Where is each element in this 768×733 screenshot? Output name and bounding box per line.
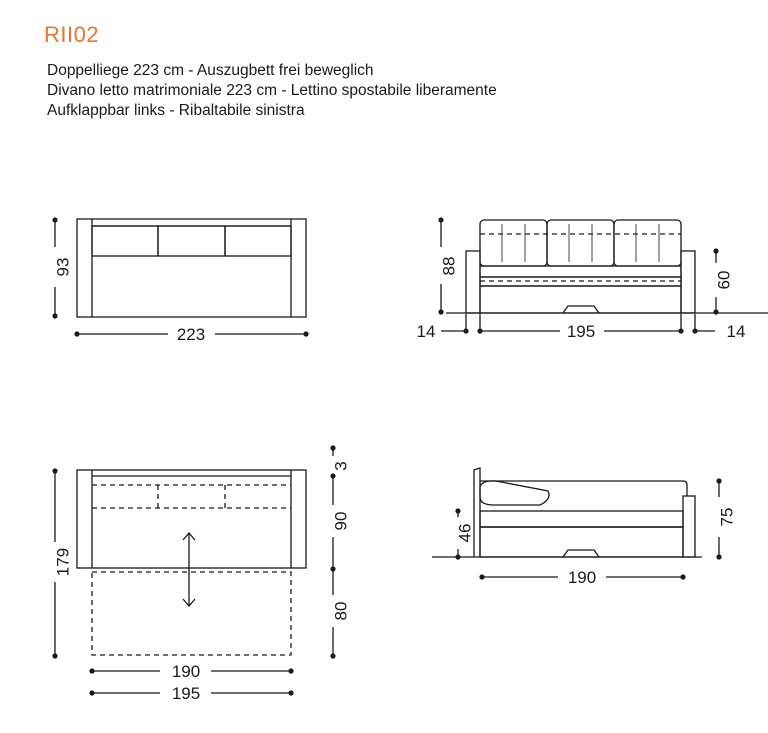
side-arm xyxy=(683,496,695,557)
label-length-190: 190 xyxy=(567,568,597,587)
description-line-bilingual: Aufklappbar links - Ribaltabile sinistra xyxy=(47,102,305,119)
label-inner-width-195: 195 xyxy=(566,322,596,341)
label-back-height-75: 75 xyxy=(717,507,737,527)
back-cushion-1 xyxy=(480,220,547,266)
front-view xyxy=(446,220,768,313)
move-arrow-icon xyxy=(183,533,195,606)
top-view-open xyxy=(77,470,306,655)
back-cushion-left xyxy=(92,226,158,256)
pullout-bed-outline xyxy=(92,572,291,655)
label-width-223: 223 xyxy=(176,325,206,344)
label-outer-width-195: 195 xyxy=(171,684,201,703)
side-base xyxy=(480,527,683,557)
back-cushion-center xyxy=(158,226,225,256)
pillow xyxy=(480,481,549,505)
raised-headrest xyxy=(474,468,480,557)
base xyxy=(480,286,681,313)
label-height-88: 88 xyxy=(439,256,459,276)
label-seat-90: 90 xyxy=(331,511,351,531)
left-arm xyxy=(466,251,480,313)
top-view-closed xyxy=(77,219,306,317)
back-cushion-3 xyxy=(614,220,681,266)
label-pullout-80: 80 xyxy=(331,601,351,621)
sofa-outline xyxy=(77,219,306,317)
label-bed-width-190: 190 xyxy=(171,662,201,681)
mattress xyxy=(480,511,683,527)
right-arm xyxy=(681,251,695,313)
label-arm-right-14: 14 xyxy=(726,322,746,341)
label-depth-93: 93 xyxy=(53,257,73,277)
description-line-de: Doppelliege 223 cm - Auszugbett frei beweglich xyxy=(47,62,374,79)
label-back-3: 3 xyxy=(331,461,351,471)
product-code: RII02 xyxy=(44,22,100,47)
label-seat-60: 60 xyxy=(714,270,734,290)
dimension-dots xyxy=(52,217,721,695)
seat-cushion xyxy=(480,266,681,277)
back-cushion-2 xyxy=(547,220,614,266)
label-total-179: 179 xyxy=(53,547,73,577)
description-line-it: Divano letto matrimoniale 223 cm - Lettino spostabile liberamente xyxy=(47,82,497,99)
side-view-open xyxy=(432,468,702,557)
back-cushion-right xyxy=(225,226,291,256)
label-arm-left-14: 14 xyxy=(416,322,436,341)
pullout-handle xyxy=(563,306,599,313)
label-bed-height-46: 46 xyxy=(455,523,475,543)
side-pullout-handle xyxy=(563,550,599,557)
